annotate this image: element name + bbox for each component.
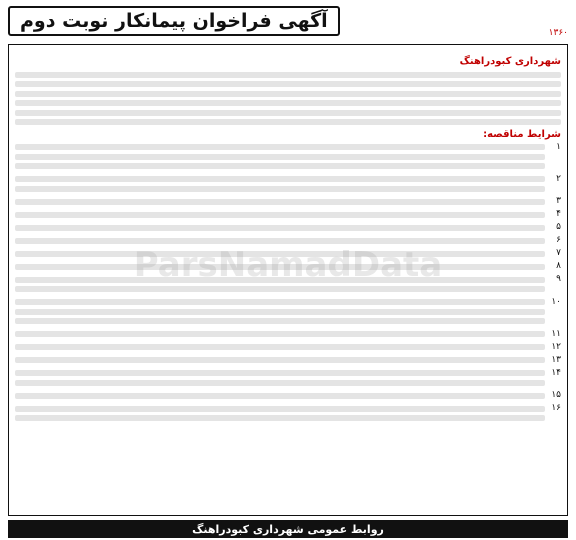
condition-text	[15, 367, 545, 390]
condition-text	[15, 341, 545, 354]
condition-item	[15, 195, 561, 208]
condition-item	[15, 234, 561, 247]
condition-line	[15, 357, 545, 363]
condition-text	[15, 221, 545, 234]
condition-number: ۱۶	[551, 403, 561, 413]
condition-text	[15, 234, 545, 247]
condition-number: ۱۱	[551, 328, 561, 339]
condition-text	[15, 141, 545, 173]
condition-text	[15, 195, 545, 208]
condition-line	[15, 318, 545, 324]
intro-line	[15, 72, 561, 78]
condition-text	[15, 296, 545, 328]
intro-line	[15, 91, 561, 97]
notice-headline: آگهی فراخوان پیمانکار نوبت دوم	[8, 6, 340, 36]
notice-body	[8, 44, 568, 516]
condition-line	[15, 238, 545, 244]
condition-number: ۱۲	[551, 341, 561, 352]
condition-number: ۸	[556, 261, 561, 271]
watermark: ParsNamadData	[133, 245, 443, 285]
condition-line	[15, 212, 545, 218]
intro-line	[15, 110, 561, 116]
condition-line	[15, 277, 545, 283]
condition-line	[15, 199, 545, 205]
condition-item	[15, 260, 561, 273]
condition-item	[15, 247, 561, 260]
condition-text	[15, 328, 545, 341]
condition-line	[15, 144, 545, 150]
condition-line	[15, 251, 545, 257]
intro-lead: شهرداری کبودراهنگ	[459, 56, 561, 67]
condition-line	[15, 225, 545, 231]
condition-line	[15, 309, 545, 315]
condition-line	[15, 264, 545, 270]
condition-item	[15, 341, 561, 354]
condition-item	[15, 296, 561, 328]
condition-item	[15, 367, 561, 390]
condition-item	[15, 389, 561, 402]
intro-line	[15, 119, 561, 125]
condition-line	[15, 393, 545, 399]
condition-item	[15, 328, 561, 341]
condition-number: ۵	[556, 222, 561, 232]
condition-item	[15, 273, 561, 296]
condition-line	[15, 380, 545, 386]
condition-line	[15, 415, 545, 421]
condition-item	[15, 354, 561, 367]
condition-item	[15, 173, 561, 196]
condition-item	[15, 208, 561, 221]
condition-number: ۷	[556, 248, 561, 258]
condition-line	[15, 370, 545, 376]
intro-line	[15, 81, 561, 87]
condition-number: ۱	[556, 141, 561, 152]
condition-line	[15, 163, 545, 169]
condition-line	[15, 176, 545, 182]
condition-number: ۱۰	[551, 296, 561, 307]
intro-lines	[15, 72, 561, 126]
condition-text	[15, 247, 545, 260]
condition-number: ۳	[556, 196, 561, 206]
condition-line	[15, 331, 545, 337]
condition-number: ۱۵	[551, 390, 561, 400]
condition-number: ۹	[556, 274, 561, 284]
footer-bar	[8, 520, 568, 538]
condition-line	[15, 406, 545, 412]
intro-line	[15, 100, 561, 106]
condition-line	[15, 154, 545, 160]
condition-line	[15, 299, 545, 305]
condition-number: ۱۴	[551, 367, 561, 378]
condition-text	[15, 354, 545, 367]
condition-line	[15, 186, 545, 192]
condition-line	[15, 344, 545, 350]
notice-header	[8, 6, 568, 40]
condition-number: ۱۳	[551, 354, 561, 365]
condition-text	[15, 273, 545, 296]
condition-number: ۶	[556, 235, 561, 245]
conditions-title: شرایط مناقصه:	[483, 128, 561, 140]
condition-text	[15, 260, 545, 273]
conditions-list	[15, 141, 561, 425]
intro-paragraph	[15, 49, 561, 125]
condition-item	[15, 141, 561, 173]
notice-number: ۱۳۶۰	[548, 28, 568, 38]
condition-line	[15, 286, 545, 292]
condition-number: ۲	[556, 173, 561, 184]
footer-text: روابط عمومی شهرداری کبودراهنگ	[192, 522, 384, 536]
condition-text	[15, 402, 545, 425]
condition-text	[15, 389, 545, 402]
condition-text	[15, 173, 545, 196]
condition-item	[15, 221, 561, 234]
condition-text	[15, 208, 545, 221]
condition-number: ۴	[556, 209, 561, 219]
condition-item	[15, 402, 561, 425]
